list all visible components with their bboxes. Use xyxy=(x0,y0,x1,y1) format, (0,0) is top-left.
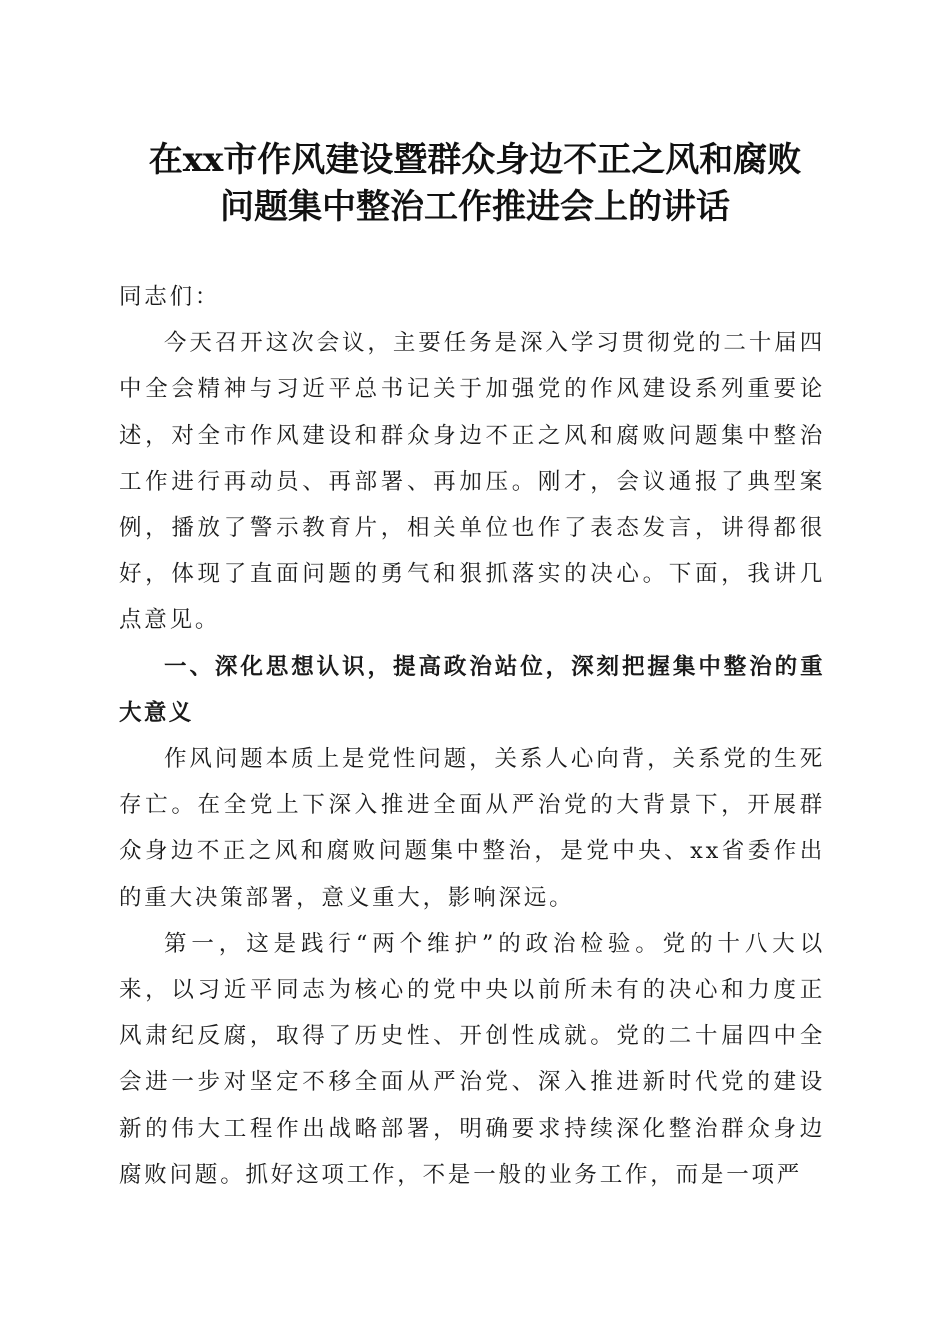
paragraph-section-1: 作风问题本质上是党性问题，关系人心向背，关系党的生死存亡。在全党上下深入推进全面从严治党的大背景下，开展群众身边不正之风和腐败问题集中整治，是党中央、xx省委作出的重大决策部署，意义重大，影响深远。 xyxy=(119,746,825,911)
title-line-2: 问题集中整治工作推进会上的讲话 xyxy=(220,187,730,227)
paragraph-intro: 今天召开这次会议，主要任务是深入学习贯彻党的二十届四中全会精神与习近平总书记关于加强党的作风建设系列重要论述，对全市作风建设和群众身边不正之风和腐败问题集中整治工作进行再动员、再部署、再加压。刚才，会议通报了典型案例，播放了警示教育片，相关单位也作了表态发言，讲得都很好，体现了直面问题的勇气和狠抓落实的决心。下面，我讲几点意见。 xyxy=(119,330,825,634)
title-line-1: 在xx市作风建设暨群众身边不正之风和腐败 xyxy=(148,140,802,180)
document-title xyxy=(100,137,850,231)
section-heading-1: 一、深化思想认识，提高政治站位，深刻把握集中整治的重大意义 xyxy=(119,653,825,726)
paragraph-point-1: 第一，这是践行“两个维护”的政治检验。党的十八大以来，以习近平同志为核心的党中央以前所未有的决心和力度正风肃纪反腐，取得了历史性、开创性成就。党的二十届四中全会进一步对坚定不移全面从严治党、深入推进新时代党的建设新的伟大工程作出战略部署，明确要求持续深化整治群众身边腐败问题。抓好这项工作，不是一般的业务工作，而是一项严 xyxy=(119,930,825,1188)
salutation: 同志们： xyxy=(119,284,221,310)
document-body xyxy=(119,274,825,1198)
